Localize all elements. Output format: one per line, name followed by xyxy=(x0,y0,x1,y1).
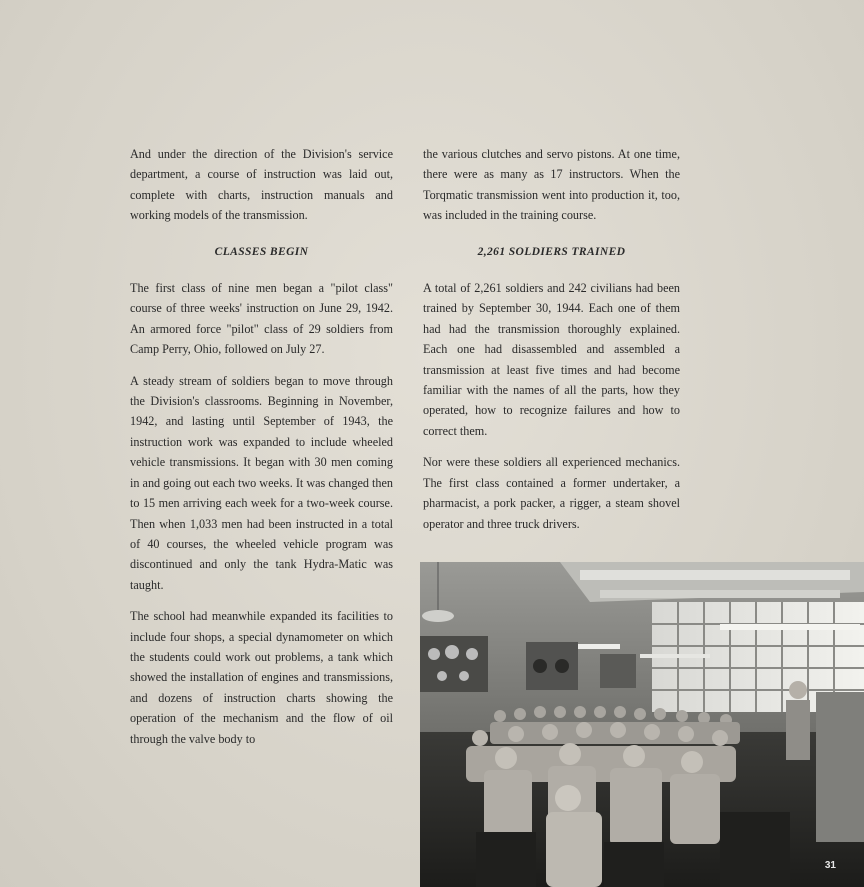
paragraph: A steady stream of soldiers began to move through the Division's classrooms. Beginning in November, 1942, and lasting until September of 1943, the instruction work was expanded to include wheeled vehicle transmissions. It began with 30 men coming in and going out each two weeks. It was changed then to 15 men arriving each week for a two-week course. Then when 1,033 men had been instructed in a total of 40 courses, the wheeled vehicle program was discontinued and only the tank Hydra-Matic was taught. xyxy=(130,373,393,592)
paragraph: And under the direction of the Division's service department, a course of instruction was laid out, complete with charts, instruction manuals and working models of the transmission. xyxy=(130,147,393,223)
paragraph: A total of 2,261 soldiers and 242 civilians had been trained by September 30, 1944. Each one of them had had the transmission thoroughly explained. Each one had disassembled and assembled a transmission at least five times and had become familiar with the names of all the parts, how they operated, how to recognize failures and how to correct them. xyxy=(423,281,680,438)
section-heading-soldiers-trained: 2,261 SOLDIERS TRAINED xyxy=(477,245,626,258)
paragraph: the various clutches and servo pistons. At one time, there were as many as 17 instructors. When the Torqmatic transmission went into production it, too, was included in the training course. xyxy=(423,147,680,223)
paragraph: The first class of nine men began a "pilot class" course of three weeks' instruction on June 29, 1942. An armored force "pilot" class of 29 soldiers from Camp Perry, Ohio, followed on July 27. xyxy=(130,281,393,357)
paragraph: The school had meanwhile expanded its facilities to include four shops, a special dynamometer on which the students could work out problems, a tank which showed the installation of engines and transmissions, and dozens of instruction charts showing the operation of the mechanism and the flow of oil through the valve body to xyxy=(130,609,393,746)
left-text-column xyxy=(130,144,393,760)
page-number: 31 xyxy=(824,860,836,871)
classroom-photograph xyxy=(420,562,864,887)
right-text-column xyxy=(423,144,680,545)
classroom-photo-illustration xyxy=(420,562,864,887)
section-heading-classes-begin: CLASSES BEGIN xyxy=(214,245,309,258)
paragraph: Nor were these soldiers all experienced mechanics. The first class contained a former undertaker, a pharmacist, a pork packer, a rigger, a steam shovel operator and three truck drivers. xyxy=(423,455,680,531)
